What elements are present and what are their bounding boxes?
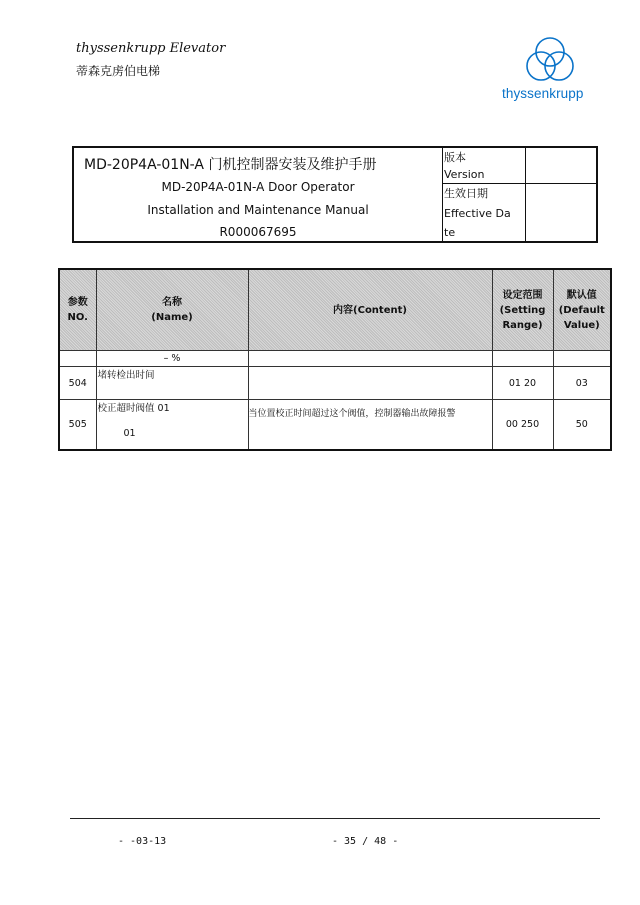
- document-title: MD-20P4A-01N-A 门机控制器安装及维护手册: [84, 157, 377, 173]
- param-no: 505: [59, 400, 96, 450]
- header-value-divider: [525, 148, 526, 241]
- logo-text: thyssenkrupp: [502, 86, 584, 101]
- page-number: - 35 / 48 -: [332, 836, 399, 847]
- title-block: [74, 148, 443, 241]
- company-name-en: thyssenkrupp Elevator: [76, 41, 226, 56]
- document-number: R000067695: [219, 225, 297, 239]
- header-content-label: 内容(Content): [333, 304, 407, 316]
- table-header-row: [59, 269, 611, 351]
- param-default: 03: [553, 367, 611, 400]
- table-row: [59, 367, 611, 400]
- param-name: 堵转检出时间: [96, 367, 248, 400]
- unit-cell-range: [492, 351, 553, 367]
- header-divider: [443, 183, 596, 184]
- unit-row: [59, 351, 611, 367]
- unit-cell-no: [59, 351, 96, 367]
- header-name: [96, 269, 248, 351]
- unit-cell-content: [248, 351, 492, 367]
- effective-date-label: [444, 185, 511, 241]
- table-row: [59, 400, 611, 450]
- document-subtitle: MD-20P4A-01N-A Door Operator: [161, 180, 355, 194]
- header-name-en: (Name): [151, 312, 193, 323]
- parameter-table: [58, 268, 612, 451]
- header-range-en1: (Setting: [499, 304, 546, 316]
- unit-cell-name: – %: [96, 351, 248, 367]
- header-name-cn: 名称: [162, 297, 182, 308]
- footer-date: - -03-13: [118, 836, 167, 847]
- date-label-en-2: te: [444, 226, 456, 239]
- date-label-cn: 生效日期: [444, 187, 488, 200]
- header-range-en2: Range): [502, 319, 543, 331]
- param-name-unit: 01: [123, 428, 136, 439]
- document-header: [72, 146, 598, 243]
- param-range: 00 250: [492, 400, 553, 450]
- header-default: [553, 269, 611, 351]
- version-label: [444, 149, 484, 183]
- document-subtitle-2: Installation and Maintenance Manual: [147, 203, 369, 217]
- param-content: 当位置校正时间超过这个阀值，控制器输出故障报警: [248, 400, 492, 450]
- header-content: [248, 269, 492, 351]
- param-content: [248, 367, 492, 400]
- param-name-cell: [96, 400, 248, 450]
- param-range: 01 20: [492, 367, 553, 400]
- company-name-cn: 蒂森克虏伯电梯: [76, 64, 161, 78]
- version-label-cn: 版本: [444, 151, 466, 164]
- header-default-en2: Value): [563, 319, 600, 331]
- unit-cell-default: [553, 351, 611, 367]
- param-name: 校正超时阀值 01: [97, 403, 170, 414]
- header-range: [492, 269, 553, 351]
- header-range-cn: 设定范围: [502, 289, 543, 301]
- version-label-en: Version: [444, 168, 485, 181]
- header-no-cn: 参数: [67, 297, 88, 308]
- header-no: [59, 269, 96, 351]
- header-default-en1: (Default: [558, 304, 605, 316]
- date-label-en-1: Effective Da: [444, 207, 511, 220]
- param-no: 504: [59, 367, 96, 400]
- param-default: 50: [553, 400, 611, 450]
- header-no-en: NO.: [67, 312, 88, 323]
- footer-rule: [70, 818, 600, 819]
- header-default-cn: 默认值: [566, 289, 597, 301]
